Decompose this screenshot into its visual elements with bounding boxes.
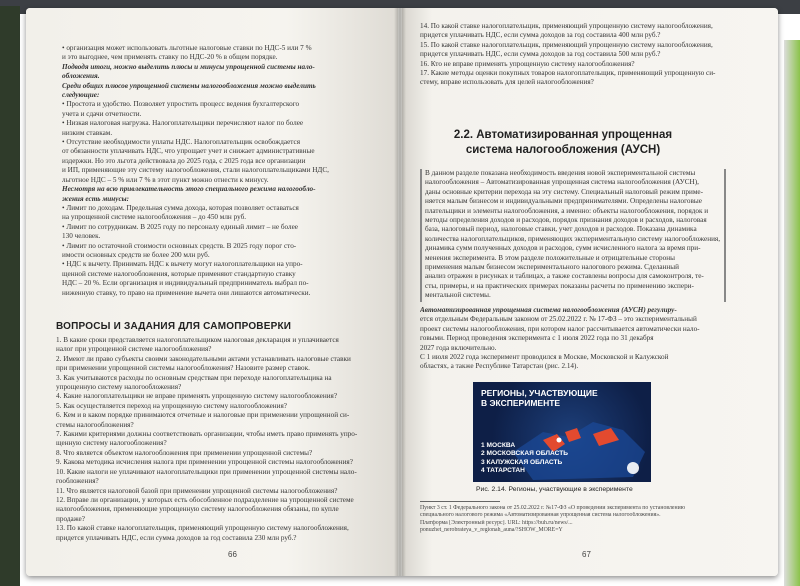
text-line: 130 человек. [62,232,101,241]
text-line: ется отдельным Федеральным законом от 25.02.2022 г. № 17-ФЗ – это экспериментальный [420,315,697,324]
text-line: няется малым бизнесом и индивидуальными предпринимателями. Определены налоговые [425,197,702,206]
text-line: щенной системе налогообложения, которые применяют стандартную ставку [62,269,296,278]
region-item: 2 МОСКОВСКАЯ ОБЛАСТЬ [481,450,568,458]
text-line: 12. Вправе ли организации, у которых есть обособленное подразделение на упрощенной системе [56,495,354,504]
text-line: база, налоговый период, налоговые ставки, учет доходов и расходов. Показана динамика [425,225,697,234]
left-page-body-text [62,44,392,298]
region-item: 1 МОСКВА [481,442,516,449]
text-line: ментальной системы. [425,291,491,300]
text-line: В данном разделе показана необходимость введения новой экспериментальной системы [425,169,696,177]
region-item: 4 ТАТАРСТАН [481,467,525,475]
text-line: • Лимит по остаточной стоимости основных средств. В 2025 году порог сто- [62,241,297,250]
text-line: 13. По какой ставке налогоплательщик, применяющий упрощенную систему налогообложения, [56,524,349,533]
text-line: издержки. Но это льгота действовала до 2025 года, с 2025 года все организации [62,156,306,165]
text-line: специального налогового режима «Автоматизированная упрощенная система налогообложения». [420,512,661,519]
section-heading: 2.2. Автоматизированная упрощенная система налогообложения (АУСН) [453,129,673,156]
text-line: 7. Какими критериями должны соответствовать организации, чтобы иметь право применять упро- [56,430,358,439]
text-line: 6. Кем и в каком порядке принимаются отчетные и налоговые при применении упрощенной си- [56,411,350,420]
right-page-questions [420,22,750,88]
text-line: на упрощенной системе налогообложения – до 450 млн руб. [62,213,247,222]
text-line: динамика сумм полученных доходов и расходов, сумм исчисленного налога за время при- [425,244,701,253]
text-line: гообложения? [56,477,99,486]
text-line: • организация может использовать льготные налоговые ставки по НДС-5 или 7 % [62,44,312,52]
text-line: 17. Какие методы оценки покупных товаров налогоплательщик, применяющий упрощенную си- [420,69,716,78]
right-page-body-text [420,306,716,372]
page-number-right: 67 [582,550,591,559]
text-line: ниженную ставку, то право на применение вычета они лишаются автоматически. [62,288,311,297]
book-gutter [394,8,406,576]
text-line: применения малым бизнесом экспериментального налогового режима. Сделанный [425,263,679,272]
text-line: 4. Какие налогоплательщики не вправе применять упрощенную систему налогообложения? [56,392,338,401]
text-line: областях, а также Республике Татарстан (рис. 2.14). [420,362,579,371]
figure-title-line-2: В ЭКСПЕРИМЕНТЕ [481,398,561,408]
section-summary-box [420,169,726,302]
text-line: Несмотря на всю привлекательность этого специального режима налогообло- [62,185,316,194]
text-line: 15. По какой ставке налогоплательщик, применяющий упрощенную систему налогообложения, [420,40,713,49]
figure-title-line-1: РЕГИОНЫ, УЧАСТВУЮЩИЕ [481,388,598,398]
text-line: проект системы налогообложения, при котором налог рассчитывается автоматически нало- [420,324,700,333]
text-line: и ИП, применяющие эту систему налогообложения, стали налогоплательщиками НДС, [62,166,329,175]
text-line: Пункт 3 ст. 1 Федерального закона от 25.02.2022 г. №17-ФЗ «О проведении эксперимента по установлению [420,505,686,511]
text-line: налог при упрощенной системе налогообложения? [56,345,212,354]
text-line: налогообложения – Автоматизированная упрощенная система налогообложения (АУСН), [425,178,699,187]
text-line: 5. Как осуществляется переход на упрощенную систему налогообложения? [56,401,287,410]
page-number-left: 66 [228,550,237,559]
text-line: придется уплачивать НДС, если сумма доходов за год составила 230 млн руб.? [56,533,297,542]
text-line: С 1 июля 2022 года эксперимент проводился в Москве, Московской и Калужской [420,353,669,362]
text-line: низким ставкам. [62,128,113,137]
text-line: менения эксперимента. В этом разделе положительные и отрицательные стороны [425,253,675,262]
text-line: от обязанности уплачивать НДС, что упрощает учет и снижает административные [62,147,315,156]
text-line: плательщики и элементы налогообложения, а именно: объекты налогообложения, порядок и [425,206,709,215]
text-line: налогообложения, применяющие упрощенную систему налогообложения обязаны, по купле [56,505,339,514]
text-line: • Низкая налоговая нагрузка. Налогоплательщики перечисляют налог по более [62,119,304,128]
text-line: количества налогоплательщиков, применяющих экспериментальную систему налогообложения, [425,234,721,243]
text-line: следующие: [62,91,100,100]
text-line: 14. По какой ставке налогоплательщик, применяющий упрощенную систему налогообложения, [420,22,713,30]
regions-map-figure [473,382,651,482]
text-line: имости основных средств не более 200 млн руб. [62,250,210,259]
text-line: 16. Кто не вправе применять упрощенную систему налогообложения? [420,59,635,68]
text-line: 2027 года включительно. [420,343,497,352]
text-line: стему, вправе использовать для целей налогообложения? [420,78,594,87]
text-line: Среди общих плюсов упрощенной системы налогообложения можно выделить [62,81,316,90]
text-line: 2. Имеют ли право субъекты своими законодательными актами устанавливать налоговые ставки [56,354,351,363]
text-line: сты, примеры, и на практических примерах показаны расчеты по применению экспери- [425,281,694,290]
text-line: Подводя итоги, можно выделить плюсы и минусы упрощенной системы нало- [62,62,315,71]
background-green-edge [0,6,20,586]
text-line: НДС – 20 %. Если организация и индивидуальный предприниматель выбрал по- [62,279,309,288]
text-line: продаже? [56,514,85,523]
text-line: упрощенную систему налогообложения? [56,383,182,392]
background-right-edge [784,40,800,586]
text-line: жения есть минусы: [62,194,130,203]
self-check-questions [56,336,392,543]
text-line: при применении упрощенной системы налогообложения? Назовите размер ставок. [56,364,310,373]
text-line: 9. Какова методика исчисления налога при применении упрощенной системы налогообложения? [56,458,353,467]
figure-title [481,388,598,408]
text-line: 3. Как учитываются расходы по основным средствам при переходе налогоплательщика на [56,373,332,382]
text-line: щенную систему налогообложения? [56,439,167,448]
footnote-divider [420,501,500,502]
text-line: говыми. Период проведения эксперимента с 1 июля 2022 года по 31 декабря [420,334,654,343]
text-line: и это выгоднее, чем применять ставку по НДС-20 % в общем порядке. [62,53,278,62]
text-line: • Лимит по доходам. Предельная сумма дохода, которая позволяет оставаться [62,203,299,212]
text-line: ponuzhet_nerobrateya_v_regionah_auna/?SHOW_MORE=Y [420,526,563,533]
figure-caption: Рис. 2.14. Регионы, участвующие в эксперименте [476,486,633,493]
text-line: • Отсутствие необходимости уплаты НДС. Налогоплательщик освобождается [62,138,300,147]
text-line: анализ отражен в рисунках и таблицах, а также составлены вопросы для самоконтроля, те- [425,272,704,281]
text-line: обложения. [62,72,100,81]
text-line: 11. Что является налоговой базой при применении упрощенной системы налогообложения? [56,486,338,495]
self-check-heading: ВОПРОСЫ И ЗАДАНИЯ ДЛЯ САМОПРОВЕРКИ [56,321,292,332]
text-line: 10. Какие налоги не уплачивают налогоплательщики при применении упрощенной системы нало- [56,467,357,476]
text-line: Автоматизированная упрощенная система налогообложения (АУСН) регулиру- [420,306,677,314]
text-line: придется уплачивать НДС, если сумма доходов за год составила 400 млн руб.? [420,31,661,40]
text-line: Платформа [Электронный ресурс]. URL: https://buh.ru/news/... [420,519,573,526]
text-line: 8. Что является объектом налогообложения при применении упрощенной системы? [56,448,313,457]
text-line: учета и сдачи отчетности. [62,109,142,118]
text-line: стемы налогообложения? [56,420,134,429]
text-line: придется уплачивать НДС, если сумма доходов за год составила 500 млн руб.? [420,50,661,59]
figure-region-list [481,442,568,476]
text-line: даны основные критерии перехода на эту систему. Специальный налоговый режим приме- [425,187,703,196]
text-line: методы определения доходов и расходов, порядок признания доходов и расходов, налоговая [425,216,707,225]
text-line: 1. В какие сроки представляется налогоплательщиком налоговая декларация и уплачивается [56,336,339,344]
text-line: льготное НДС – 5 % или 7 % в этот пункт можно отнести к минусу. [62,175,269,184]
text-line: • Лимит по сотрудникам. В 2025 году по персоналу единый лимит – не более [62,222,298,231]
footnotes [420,505,720,534]
text-line: • Простота и удобство. Позволяет упростить процесс ведения бухгалтерского [62,100,300,109]
text-line: • НДС к вычету. Принимать НДС к вычету могут налогоплательщики на упро- [62,260,303,269]
region-item: 3 КАЛУЖСКАЯ ОБЛАСТЬ [481,458,563,466]
